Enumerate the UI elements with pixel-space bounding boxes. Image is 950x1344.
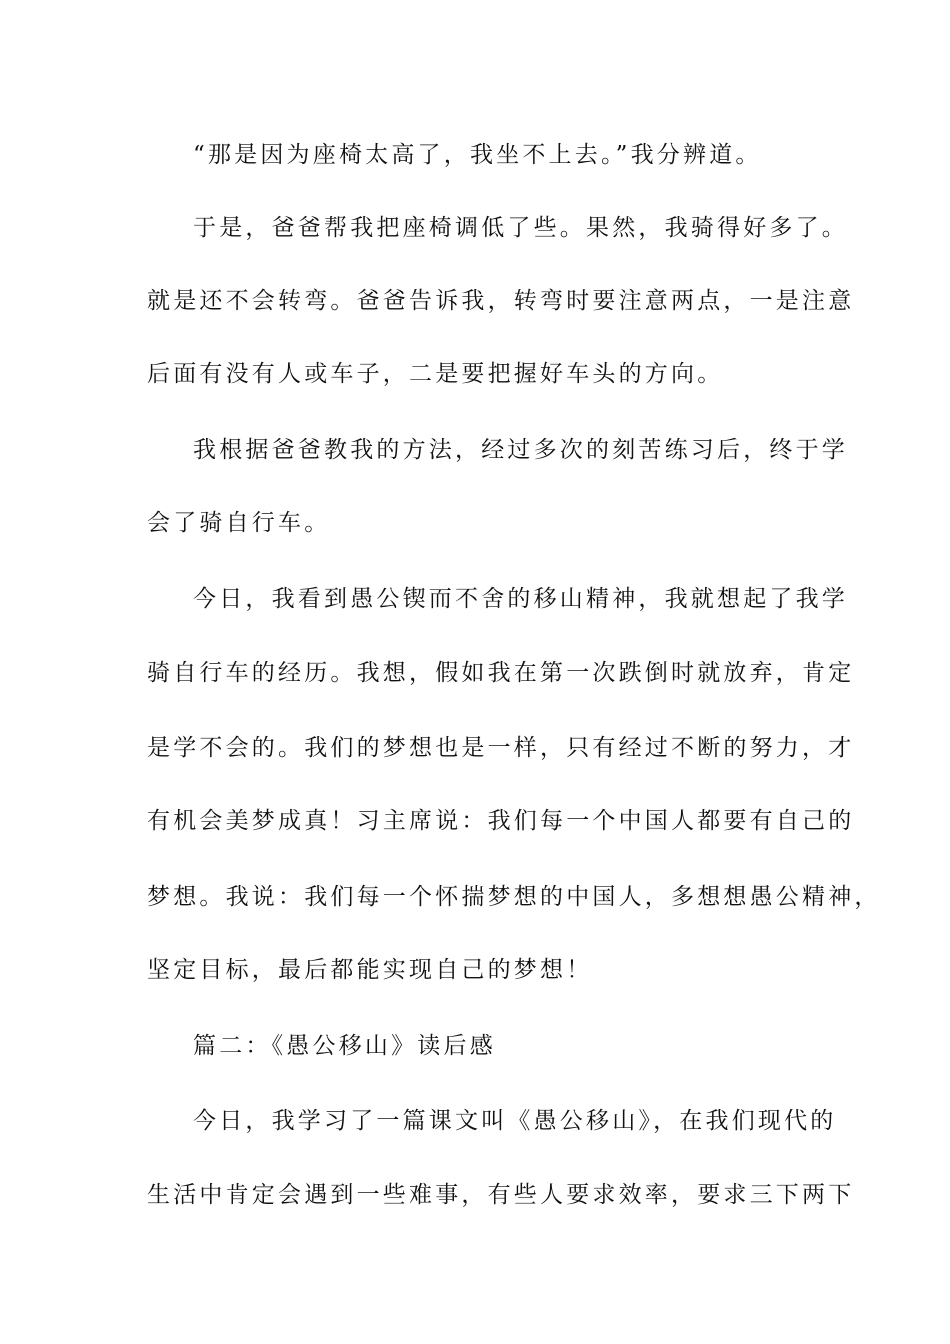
text-line: 梦想。我说：我们每一个怀揣梦想的中国人，多想想愚公精神， [147,884,881,910]
text-line: 坚定目标，最后都能实现自己的梦想！ [147,957,593,983]
text-line: 是学不会的。我们的梦想也是一样，只有经过不断的努力，才 [147,735,855,761]
text-line: 有机会美梦成真！习主席说：我们每一个中国人都要有自己的 [147,808,855,834]
text-line: 今日，我看到愚公锲而不舍的移山精神，我就想起了我学 [193,586,848,612]
text-line: “那是因为座椅太高了，我坐不上去。”我分辨道。 [193,142,762,168]
text-line: 生活中肯定会遇到一些难事，有些人要求效率，要求三下两下 [147,1182,855,1208]
text-line: 骑自行车的经历。我想，假如我在第一次跌倒时就放弃，肯定 [147,660,855,686]
text-line: 就是还不会转弯。爸爸告诉我，转弯时要注意两点，一是注意 [147,288,855,314]
text-line: 会了骑自行车。 [147,510,331,536]
text-line: 后面有没有人或车子，二是要把握好车头的方向。 [147,361,724,387]
section-heading: 篇二：《愚公移山》读后感 [193,1033,496,1059]
text-line: 于是，爸爸帮我把座椅调低了些。果然，我骑得好多了。 [193,215,848,241]
text-line: 我根据爸爸教我的方法，经过多次的刻苦练习后，终于学 [193,437,848,463]
text-line: 今日，我学习了一篇课文叫《愚公移山》，在我们现代的 [193,1108,837,1134]
